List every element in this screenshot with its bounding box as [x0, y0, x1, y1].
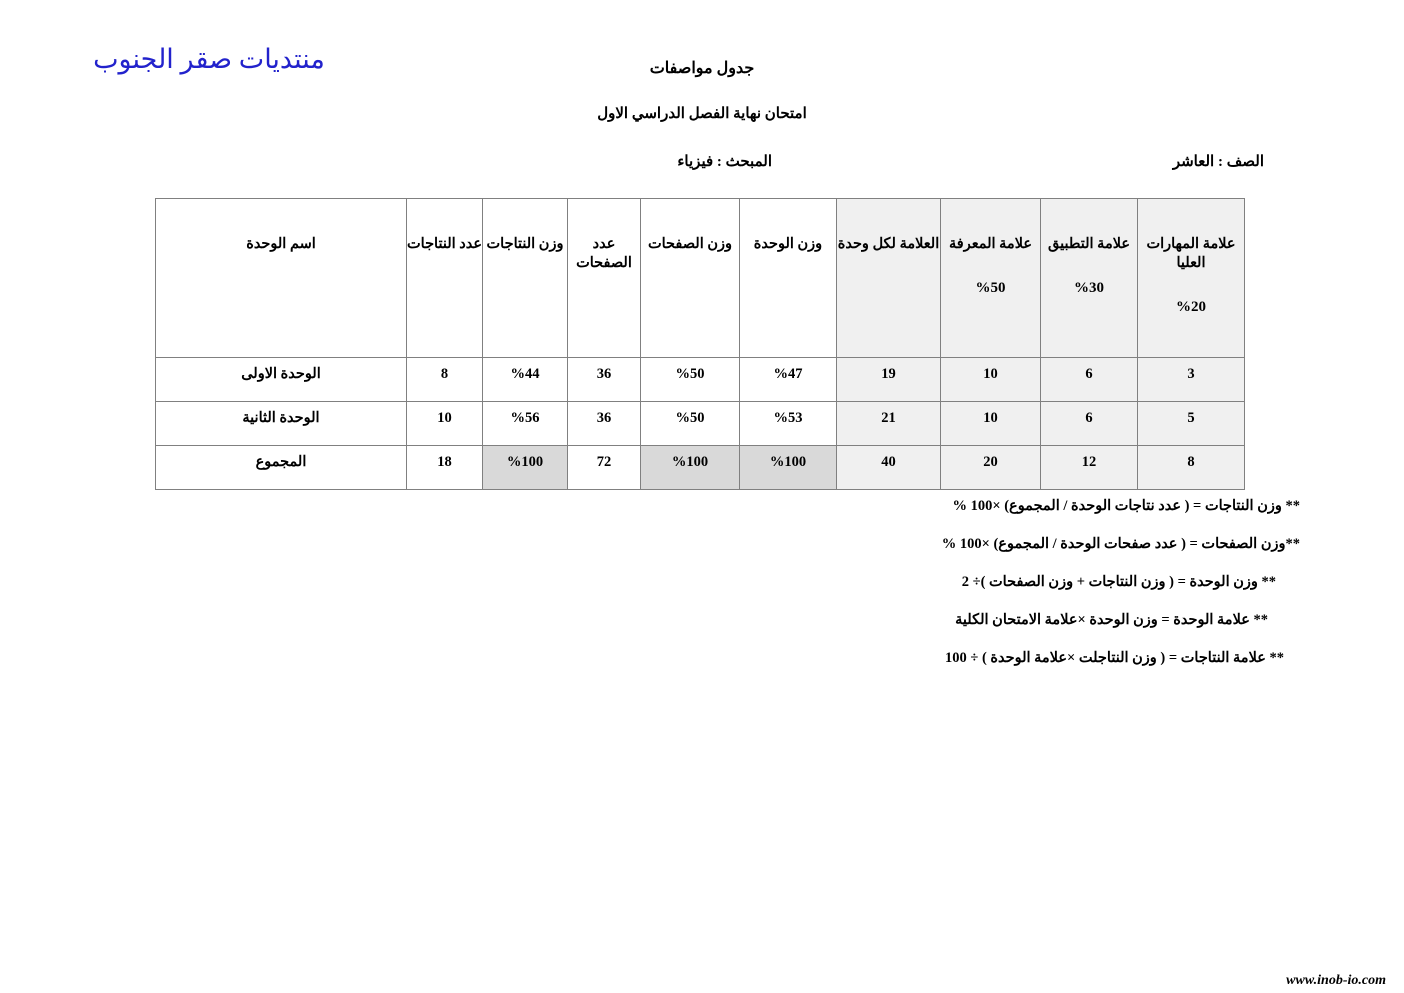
page-subtitle: امتحان نهاية الفصل الدراسي الاول — [597, 106, 807, 122]
cell-unit-name-value: الوحدة الثانية — [242, 410, 320, 426]
cell-application-value: 12 — [1081, 454, 1097, 470]
cell-pages-weight-value: %50 — [675, 410, 705, 426]
col-header-unit-name — [156, 199, 407, 358]
formula-note-outcomes-mark: ** علامة النتاجات = ( وزن النتاجلت ×علامة الوحدة ) ÷ 100 — [945, 650, 1284, 666]
table-header-row — [156, 199, 1245, 358]
cell-knowledge — [941, 402, 1041, 446]
formula-note-outcomes-weight: ** وزن النتاجات = ( عدد نتاجات الوحدة / المجموع) ×100 % — [952, 498, 1300, 514]
cell-pages-weight — [641, 358, 740, 402]
cell-unit-weight-value: %53 — [773, 410, 803, 426]
col-header-application — [1041, 199, 1138, 358]
cell-unit-weight-value: %100 — [769, 454, 807, 470]
cell-skills — [1138, 358, 1245, 402]
cell-unit-mark-value: 40 — [881, 454, 896, 470]
col-header-outcomes-count-label: عدد النتاجات — [407, 236, 482, 252]
cell-outcomes-weight-value: %56 — [510, 410, 540, 426]
col-header-knowledge-percent: %50 — [975, 280, 1006, 297]
cell-knowledge — [941, 446, 1041, 490]
cell-outcomes-count-value: 10 — [437, 410, 452, 426]
col-header-outcomes-count — [407, 199, 483, 358]
col-header-unit-weight — [740, 199, 837, 358]
cell-unit-name-value: الوحدة الاولى — [241, 366, 321, 382]
cell-knowledge-value: 10 — [983, 366, 998, 382]
cell-application-value: 6 — [1085, 410, 1093, 426]
col-header-skills-label: علامة المهارات العليا — [1146, 236, 1236, 272]
cell-skills-value: 3 — [1187, 366, 1195, 382]
cell-pages-count — [568, 358, 641, 402]
formula-note-unit-weight: ** وزن الوحدة = ( وزن النتاجات + وزن الصفحات )÷ 2 — [961, 574, 1276, 590]
cell-skills — [1138, 446, 1245, 490]
col-header-skills — [1138, 199, 1245, 358]
cell-unit-mark — [837, 446, 941, 490]
cell-pages-weight-value: %100 — [671, 454, 709, 470]
cell-unit-name — [156, 358, 407, 402]
cell-outcomes-weight-value: %44 — [510, 366, 540, 382]
cell-knowledge — [941, 358, 1041, 402]
cell-unit-weight — [740, 358, 837, 402]
cell-unit-mark-value: 21 — [881, 410, 896, 426]
cell-outcomes-count — [407, 446, 483, 490]
col-header-pages-weight-label: وزن الصفحات — [647, 236, 733, 252]
cell-outcomes-count-value: 18 — [437, 454, 452, 470]
col-header-outcomes-weight — [483, 199, 568, 358]
cell-outcomes-weight-value: %100 — [506, 454, 544, 470]
cell-unit-name — [156, 402, 407, 446]
table-row — [156, 358, 1245, 402]
cell-outcomes-count — [407, 358, 483, 402]
cell-application — [1041, 446, 1138, 490]
col-header-pages-count — [568, 199, 641, 358]
col-header-knowledge — [941, 199, 1041, 358]
cell-unit-mark — [837, 402, 941, 446]
cell-outcomes-count — [407, 402, 483, 446]
cell-unit-weight — [740, 402, 837, 446]
page-title: جدول مواصفات — [649, 60, 755, 77]
formula-note-pages-weight: **وزن الصفحات = ( عدد صفحات الوحدة / المجموع) ×100 % — [941, 536, 1300, 552]
col-header-pages-weight — [641, 199, 740, 358]
cell-knowledge-value: 20 — [983, 454, 998, 470]
cell-application — [1041, 358, 1138, 402]
specification-table — [155, 198, 1245, 490]
subject-label: المبحث : فيزياء — [677, 154, 772, 170]
col-header-unit-mark — [837, 199, 941, 358]
cell-skills-value: 8 — [1187, 454, 1195, 470]
col-header-unit-weight-label: وزن الوحدة — [753, 236, 823, 252]
cell-unit-mark — [837, 358, 941, 402]
cell-unit-mark-value: 19 — [881, 366, 896, 382]
cell-pages-count-value: 72 — [596, 454, 612, 470]
table-total-row — [156, 446, 1245, 490]
cell-pages-weight-value: %50 — [675, 366, 705, 382]
cell-pages-count — [568, 446, 641, 490]
cell-application-value: 6 — [1085, 366, 1093, 382]
cell-application — [1041, 402, 1138, 446]
cell-unit-name — [156, 446, 407, 490]
cell-outcomes-weight — [483, 446, 568, 490]
cell-outcomes-weight — [483, 358, 568, 402]
cell-pages-count — [568, 402, 641, 446]
cell-skills — [1138, 402, 1245, 446]
cell-knowledge-value: 10 — [983, 410, 998, 426]
cell-unit-weight — [740, 446, 837, 490]
cell-unit-weight-value: %47 — [773, 366, 803, 382]
cell-skills-value: 5 — [1187, 410, 1195, 426]
cell-pages-count-value: 36 — [596, 366, 612, 382]
table-row — [156, 402, 1245, 446]
col-header-application-percent: %30 — [1074, 280, 1104, 297]
col-header-unit-mark-label: العلامة لكل وحدة — [837, 236, 940, 252]
col-header-knowledge-label: علامة المعرفة — [949, 236, 1032, 252]
col-header-pages-count-label: عدد الصفحات — [576, 236, 632, 272]
class-label: الصف : العاشر — [1172, 154, 1264, 170]
footer-website-url: www.inob-io.com — [1286, 973, 1386, 988]
cell-outcomes-count-value: 8 — [440, 366, 449, 382]
meta-row — [0, 152, 1404, 176]
cell-pages-count-value: 36 — [596, 410, 612, 426]
cell-pages-weight — [641, 446, 740, 490]
col-header-outcomes-weight-label: وزن النتاجات — [486, 236, 564, 252]
specification-table-wrap — [166, 198, 1245, 490]
cell-pages-weight — [641, 402, 740, 446]
formula-note-unit-mark: ** علامة الوحدة = وزن الوحدة ×علامة الامتحان الكلية — [955, 612, 1268, 628]
cell-unit-name-value: المجموع — [255, 454, 307, 470]
forum-watermark: منتديات صقر الجنوب — [93, 44, 325, 74]
col-header-unit-name-label: اسم الوحدة — [246, 236, 316, 252]
col-header-application-label: علامة التطبيق — [1047, 236, 1131, 252]
col-header-skills-percent: %20 — [1176, 299, 1206, 316]
cell-outcomes-weight — [483, 402, 568, 446]
